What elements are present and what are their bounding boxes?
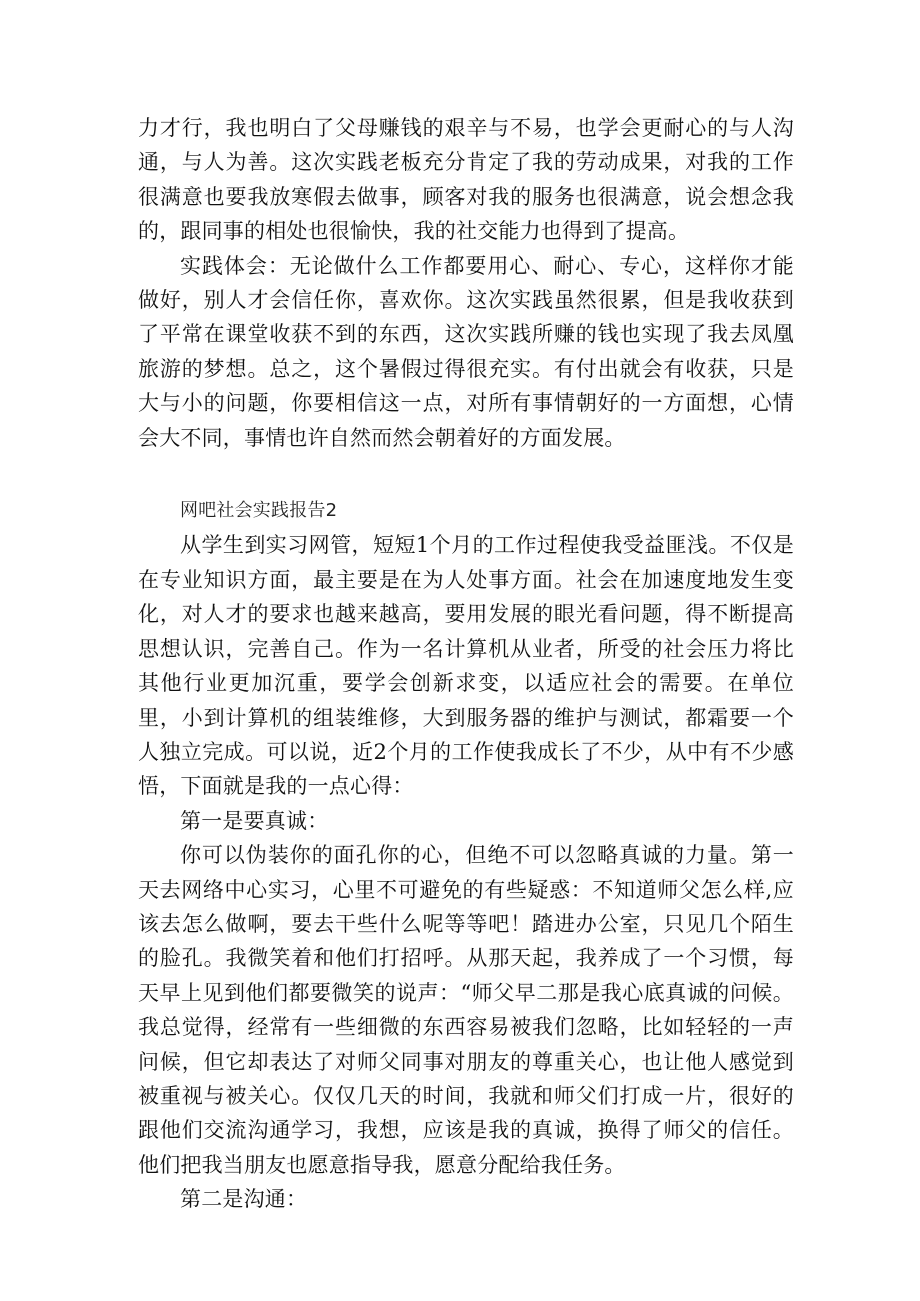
- point2-heading: 第二是沟通：: [180, 1187, 308, 1212]
- report-title: 网吧社会实践报告2: [180, 500, 338, 522]
- section-spacer: [138, 455, 794, 494]
- point1-paragraph: 你可以伪装你的面孔你的心，但绝不可以忽略真诚的力量。第一天去网络中心实习，心里不可避免的有些疑惑：不知道师父怎么样,应该去怎么做啊，要去干些什么呢等等吧！踏进办公室，只见几个陌生的脸孔。我微笑着和他们打招呼。从那天起，我养成了一个习惯，每天早上见到他们都要微笑的说声：“师父早二那是我心底真诚的问候。我总觉得，经常有一些细微的东西容易被我们忽略，比如轻轻的一声问候，但它却表达了对师父同事对朋友的尊重关心，也让他人感觉到被重视与被关心。仅仅几天的时间，我就和师父们打成一片，很好的跟他们交流沟通学习，我想，应该是我的真诚，换得了师父的信任。他们把我当朋友也愿意指导我，愿意分配给我任务。: [138, 843, 794, 1177]
- continued-paragraph: 力才行，我也明白了父母赚钱的艰辛与不易，也学会更耐心的与人沟通，与人为善。这次实践老板充分肯定了我的劳动成果，对我的工作很满意也要我放寒假去做事，顾客对我的服务也很满意，说会想念我的，跟同事的相处也很愉快，我的社交能力也得到了提高。: [138, 116, 794, 244]
- intro-paragraph: 从学生到实习网管，短短1个月的工作过程使我受益匪浅。不仅是在专业知识方面，最主要是在为人处事方面。社会在加速度地发生变化，对人才的要求也越来越高，要用发展的眼光看问题，得不断提高思想认识，完善自己。作为一名计算机从业者，所受的社会压力将比其他行业更加沉重，要学会创新求变，以适应社会的需要。在单位里，小到计算机的组装维修，大到服务器的维护与测试，都霜要一个人独立完成。可以说，近2个月的工作使我成长了不少，从中有不少感悟，下面就是我的一点心得：: [138, 533, 794, 799]
- document-body: [138, 111, 794, 1217]
- reflection-paragraph: 实践体会：无论做什么工作都要用心、耐心、专心，这样你才能做好，别人才会信任你，喜欢你。这次实践虽然很累，但是我收获到了平常在课堂收获不到的东西，这次实践所赚的钱也实现了我去凤凰旅游的梦想。总之，这个暑假过得很充实。有付出就会有收获，只是大与小的问题，你要相信这一点，对所有事情朝好的一方面想，心情会大不同，事情也许自然而然会朝着好的方面发展。: [138, 253, 794, 450]
- point1-heading: 第一是要真诚：: [180, 808, 329, 833]
